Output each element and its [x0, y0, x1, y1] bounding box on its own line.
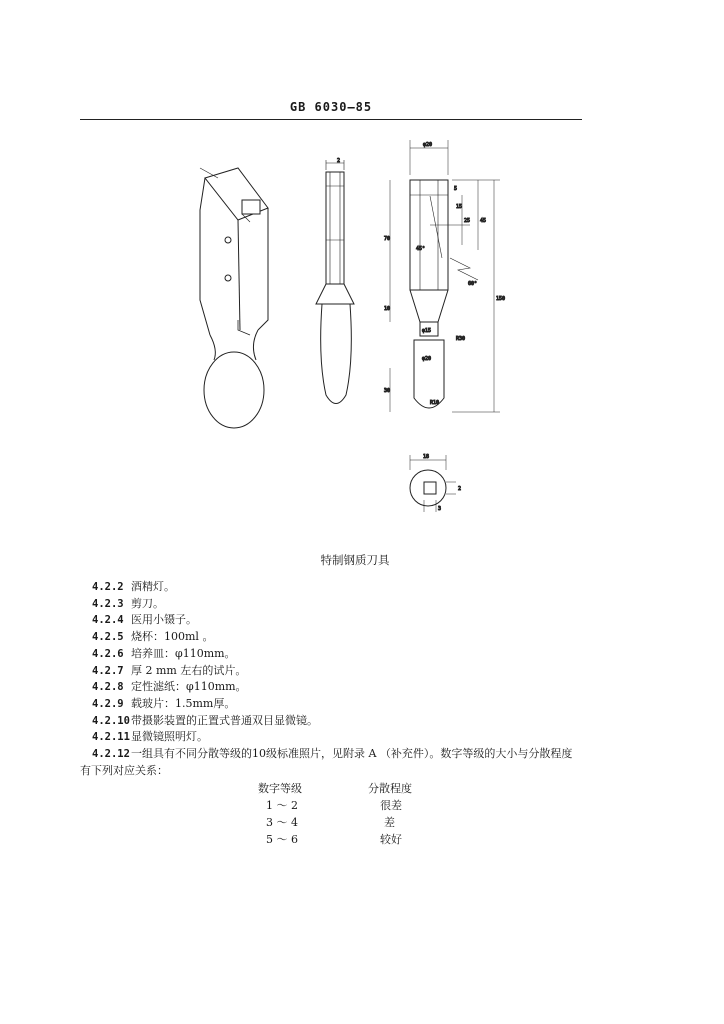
dim-sec-depth: 3 [438, 506, 442, 512]
figure-caption: 特制钢质刀具 [320, 553, 390, 567]
item-number: 4.2.5 [92, 631, 124, 643]
table-cell: 较好 [380, 833, 402, 846]
item-number: 4.2.12 [92, 748, 130, 760]
item-number: 4.2.9 [92, 698, 124, 710]
item-text: 载玻片：1.5mm厚。 [131, 697, 236, 710]
item-number: 4.2.2 [92, 581, 124, 593]
dim-angle2: 45° [416, 246, 426, 252]
item-number: 4.2.3 [92, 598, 124, 610]
dim-sec-width: 18 [423, 454, 430, 460]
item-text: 培养皿：φ110mm。 [131, 647, 236, 660]
item-number: 4.2.6 [92, 648, 124, 660]
dim-top-width: φ20 [423, 142, 433, 148]
item-number: 4.2.8 [92, 681, 124, 693]
table-header: 数字等级 [258, 782, 302, 795]
item-text: 烧杯：100ml 。 [131, 630, 214, 643]
dim-d1: 5 [454, 186, 458, 192]
item-text: 厚 2 mm 左右的试片。 [131, 664, 247, 677]
dim-d4: 45 [480, 218, 487, 224]
item-text: 剪刀。 [131, 597, 164, 610]
dim-r10: R10 [430, 400, 440, 406]
table-cell: 很差 [380, 799, 402, 812]
cross-section-view [410, 454, 461, 512]
item-text: 医用小镊子。 [131, 613, 197, 626]
table-header: 分散程度 [368, 782, 412, 795]
side-view [316, 158, 354, 404]
item-text: 定性滤纸：φ110mm。 [131, 680, 247, 693]
dim-sec-height: 2 [458, 486, 462, 492]
item-number: 4.2.4 [92, 614, 124, 626]
table-cell: 5 ～ 6 [266, 833, 298, 846]
table-cell: 差 [384, 816, 395, 829]
dim-r30: R30 [456, 336, 466, 342]
item-text: 酒精灯。 [131, 580, 175, 593]
item-number: 4.2.7 [92, 665, 124, 677]
standard-header: GB 6030—85 [289, 100, 373, 114]
dim-d7: 30 [384, 388, 391, 394]
dim-d3: 25 [464, 218, 471, 224]
item-text: 显微镜照明灯。 [131, 730, 208, 743]
dim-side-width: 2 [337, 158, 341, 164]
dim-phi15: φ15 [422, 328, 432, 334]
item-text: 一组具有不同分散等级的10级标准照片，见附录 A （补充件）。数字等级的大小与分散程度 [131, 747, 573, 760]
dim-total: 150 [496, 296, 506, 302]
dim-d5: 70 [384, 236, 391, 242]
table-cell: 3 ～ 4 [266, 816, 298, 829]
continuation-line: 有下列对应关系： [80, 764, 168, 777]
perspective-view [200, 168, 268, 428]
dim-d6: 10 [384, 306, 391, 312]
dim-d2: 15 [456, 204, 463, 210]
dim-phi20: φ20 [422, 356, 432, 362]
item-text: 带摄影装置的正置式普通双目显微镜。 [131, 714, 318, 727]
table-cell: 1 ～ 2 [266, 799, 298, 812]
item-number: 4.2.11 [92, 731, 130, 743]
front-view [384, 140, 505, 412]
dim-angle: 60° [468, 281, 478, 287]
item-number: 4.2.10 [92, 715, 130, 727]
